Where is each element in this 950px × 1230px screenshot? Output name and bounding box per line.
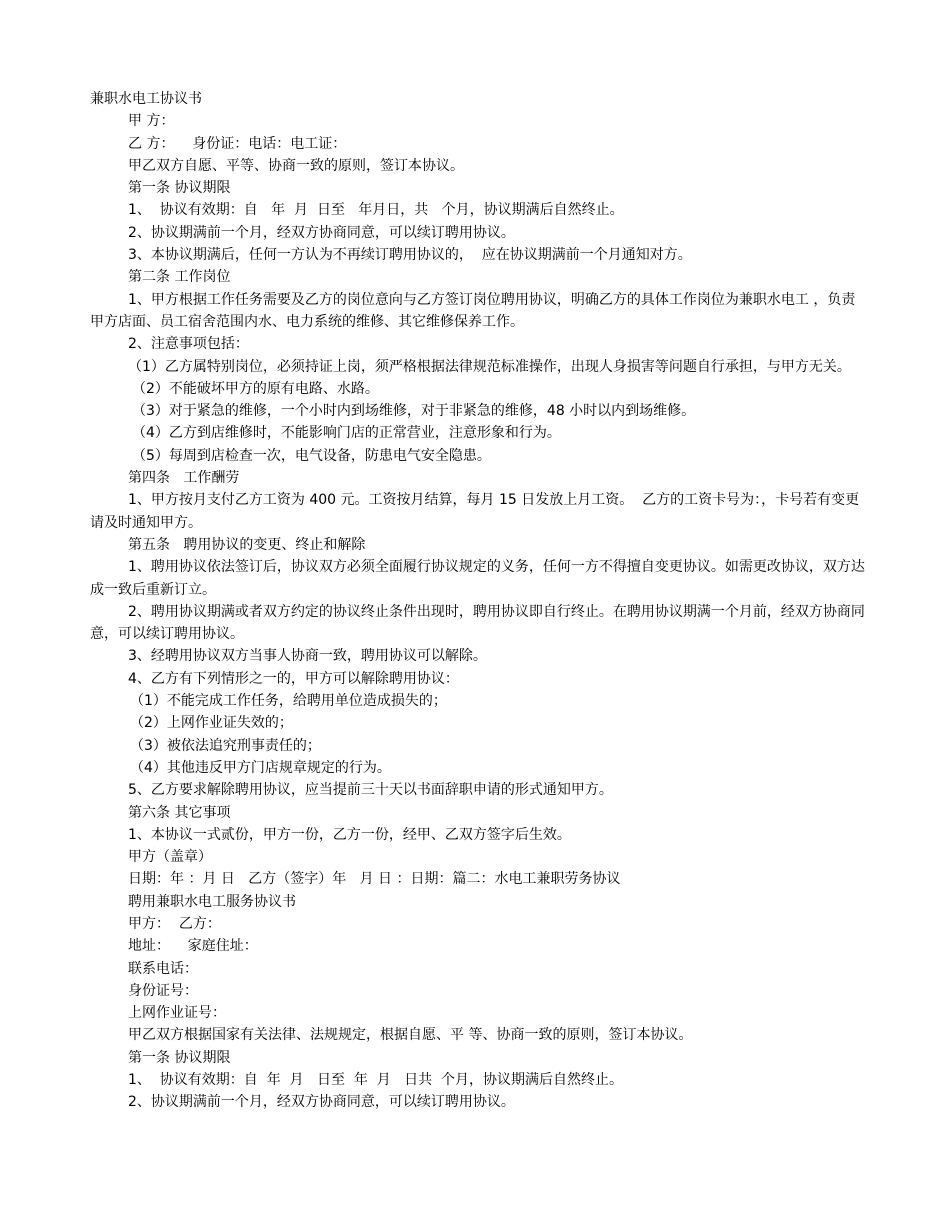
section-heading: 第二条 工作岗位	[128, 269, 231, 286]
section-heading: 第六条 其它事项	[128, 804, 231, 821]
document-title: 兼职水电工协议书	[90, 91, 202, 107]
id-line: 身份证号：	[128, 982, 198, 999]
clause: 2、注意事项包括：	[128, 336, 249, 353]
list-item: （4）乙方到店维修时，不能影响门店的正常营业，注意形象和行为。	[132, 425, 561, 442]
phone-line: 联系电话：	[128, 960, 198, 977]
document-body	[90, 88, 865, 1114]
clause: 2、协议期满前一个月，经双方协商同意，可以续订聘用协议。	[128, 1094, 515, 1111]
subtitle: 聘用兼职水电工服务协议书	[128, 893, 296, 910]
clause: 1、本协议一式贰份，甲方一份，乙方一份，经甲、乙双方签字后生效。	[128, 826, 571, 843]
permit-line: 上网作业证号：	[128, 1005, 226, 1022]
party-a-line: 甲 方：	[128, 113, 175, 130]
clause: 2、协议期满前一个月，经双方协商同意，可以续订聘用协议。	[128, 224, 515, 241]
signature-line: 甲方（盖章）	[128, 849, 212, 866]
clause: 1、聘用协议依法签订后，协议双方必须全面履行协议规定的义务，任何一方不得擅自变更协议。如需更改协议，双方达成一致后重新订立。	[90, 559, 865, 598]
party-b-line: 乙 方： 身份证：电话：电工证：	[128, 135, 347, 152]
clause: 3、本协议期满后，任何一方认为不再续订聘用协议的， 应在协议期满前一个月通知对方。	[128, 247, 692, 264]
address-line: 地址： 家庭住址：	[128, 938, 258, 955]
section-heading: 第一条 协议期限	[128, 1049, 231, 1066]
clause: 2、聘用协议期满或者双方约定的协议终止条件出现时，聘用协议即自行终止。在聘用协议期满一个月前，经双方协商同意，可以续订聘用协议。	[90, 603, 865, 643]
clause: 5、乙方要求解除聘用协议，应当提前三十天以书面辞职申请的形式通知甲方。	[128, 782, 613, 799]
party-line: 甲方： 乙方：	[128, 915, 221, 932]
section-heading: 第五条 聘用协议的变更、终止和解除	[128, 536, 366, 553]
clause: 1、甲方根据工作任务需要及乙方的岗位意向与乙方签订岗位聘用协议，明确乙方的具体工作岗位为兼职水电工 ，负责甲方店面、员工宿舍范围内水、电力系统的维修、其它维修保养工作。	[90, 291, 856, 330]
clause: 1、 协议有效期：自 年 月 日至 年月日，共 个月，协议期满后自然终止。	[128, 202, 624, 219]
list-item: （3）被依法追究刑事责任的；	[130, 737, 321, 754]
list-item: （4）其他违反甲方门店规章规定的行为。	[130, 759, 391, 776]
section-heading: 第四条 工作酬劳	[128, 470, 240, 487]
clause: 3、经聘用协议双方当事人协商一致，聘用协议可以解除。	[128, 648, 487, 665]
list-item: （5）每周到店检查一次，电气设备，防患电气安全隐患。	[132, 447, 491, 464]
list-item: （1）乙方属特别岗位，必须持证上岗，须严格根据法律规范标准操作，出现人身损害等问题自行承担，与甲方无关。	[128, 358, 851, 375]
list-item: （3）对于紧急的维修，一个小时内到场维修，对于非紧急的维修，48 小时以内到场维修。	[132, 403, 696, 420]
clause: 4、乙方有下列情形之一的，甲方可以解除聘用协议：	[128, 670, 459, 687]
clause: 1、 协议有效期：自 年 月 日至 年 月 日共 个月，协议期满后自然终止。	[128, 1072, 624, 1089]
section-heading: 第一条 协议期限	[128, 180, 231, 197]
paragraph: 甲乙双方根据国家有关法律、法规规定，根据自愿、平 等、协商一致的原则，签订本协议。	[128, 1027, 693, 1044]
list-item: （1）不能完成工作任务，给聘用单位造成损失的；	[130, 693, 447, 710]
clause: 1、甲方按月支付乙方工资为 400 元。工资按月结算，每月 15 日发放上月工资。 乙方的工资卡号为：，卡号若有变更请及时通知甲方。	[90, 492, 860, 531]
date-line: 日期：年 ：月 日 乙方（签字）年 月 日 ：日期：篇二：水电工兼职劳务协议	[128, 871, 621, 888]
list-item: （2）上网作业证失效的；	[130, 715, 293, 732]
list-item: （2）不能破坏甲方的原有电路、水路。	[132, 380, 379, 397]
paragraph: 甲乙双方自愿、平等、协商一致的原则，签订本协议。	[128, 157, 464, 174]
